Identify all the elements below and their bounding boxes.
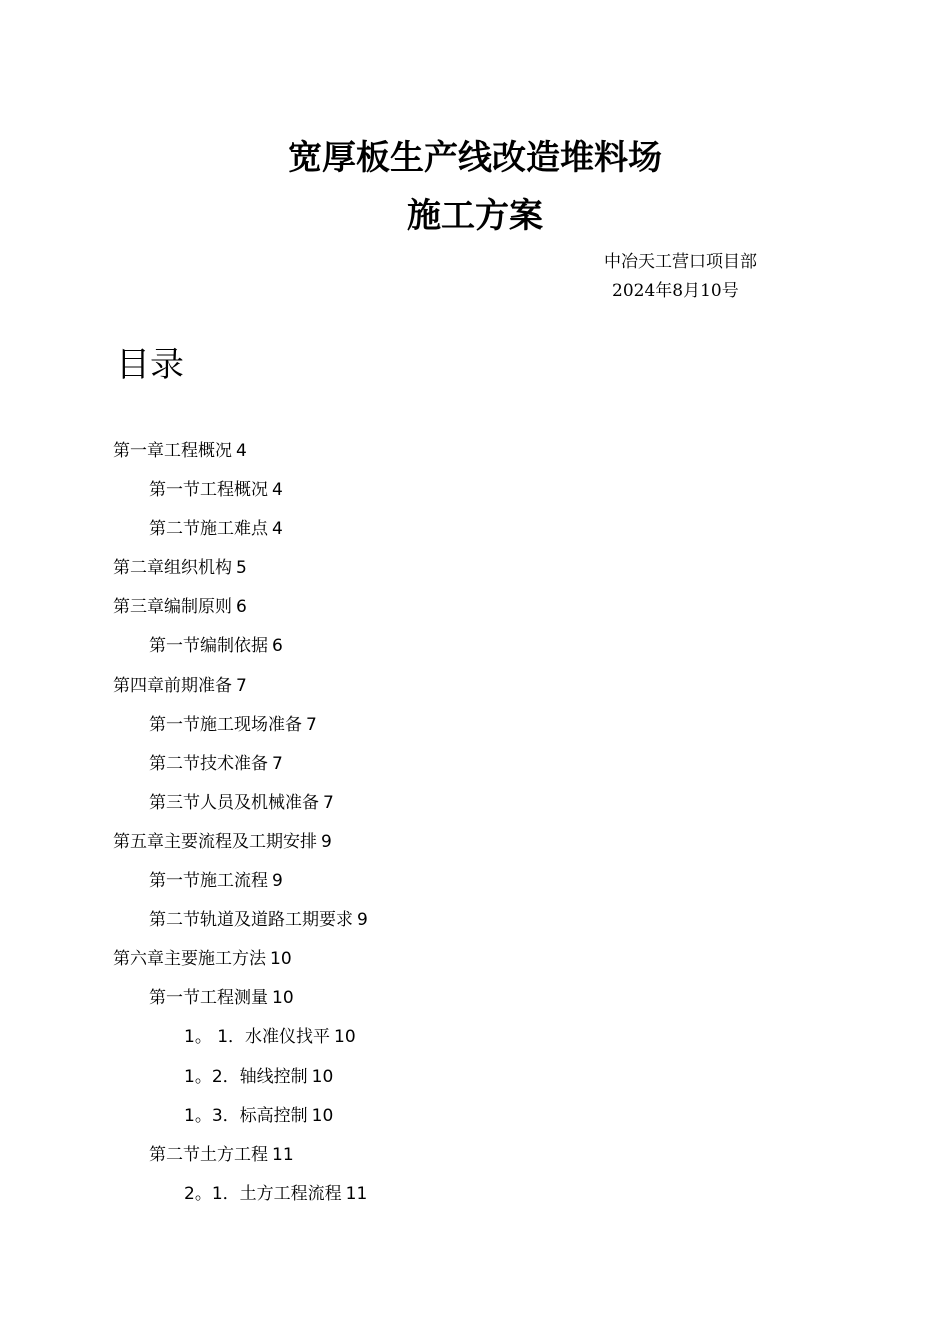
toc-entry-page-number: 4	[272, 480, 283, 501]
toc-entry-title: 1。3．标高控制	[184, 1105, 308, 1126]
toc-entry-page-number: 7	[306, 714, 317, 735]
toc-heading: 目录	[116, 345, 184, 385]
toc-entry-title: 第一节工程测量	[149, 988, 268, 1009]
toc-entry[interactable]	[0, 1144, 950, 1183]
table-of-contents	[0, 440, 950, 1222]
toc-entry-page-number: 5	[236, 558, 247, 579]
toc-entry-page-number: 9	[272, 871, 283, 892]
toc-entry-page-number: 7	[323, 792, 334, 813]
toc-entry-title: 第二节施工难点	[149, 519, 268, 540]
toc-entry[interactable]	[0, 753, 950, 792]
author-organization: 中冶天工营口项目部	[604, 252, 757, 272]
toc-entry[interactable]	[0, 675, 950, 714]
toc-entry[interactable]	[0, 948, 950, 987]
toc-entry[interactable]	[0, 596, 950, 635]
toc-entry-page-number: 4	[236, 441, 247, 461]
toc-entry[interactable]	[0, 714, 950, 753]
toc-entry-page-number: 11	[272, 1144, 294, 1165]
toc-entry[interactable]	[0, 987, 950, 1026]
toc-entry-page-number: 10	[311, 1066, 334, 1087]
toc-entry[interactable]	[0, 479, 950, 518]
toc-entry[interactable]	[0, 1183, 950, 1222]
toc-entry-page-number: 10	[270, 949, 292, 970]
toc-entry-title: 第六章主要施工方法	[113, 949, 266, 970]
toc-entry-page-number: 6	[236, 597, 247, 618]
document-date: 2024年8月10号	[612, 281, 739, 301]
toc-entry[interactable]	[0, 1066, 950, 1105]
toc-entry[interactable]	[0, 1026, 950, 1065]
toc-entry-page-number: 9	[357, 910, 368, 931]
toc-entry[interactable]	[0, 440, 950, 479]
toc-entry-page-number: 10	[334, 1027, 356, 1048]
toc-entry-page-number: 10	[272, 988, 294, 1009]
toc-entry-title: 第四章前期准备	[113, 675, 232, 696]
toc-entry-title: 第一节施工流程	[149, 871, 268, 892]
toc-entry-title: 第一节工程概况	[149, 480, 268, 501]
toc-entry[interactable]	[0, 870, 950, 909]
toc-entry-title: 2。1．土方工程流程	[184, 1183, 342, 1204]
toc-entry-page-number: 10	[311, 1105, 334, 1126]
document-title-line2: 施工方案	[407, 196, 543, 236]
toc-entry[interactable]	[0, 518, 950, 557]
toc-entry[interactable]	[0, 635, 950, 674]
toc-entry-page-number: 4	[272, 519, 283, 540]
toc-entry[interactable]	[0, 831, 950, 870]
toc-entry[interactable]	[0, 557, 950, 596]
toc-entry-title: 第二节技术准备	[149, 753, 268, 774]
toc-entry-page-number: 9	[321, 831, 332, 852]
toc-entry-title: 第一节施工现场准备	[149, 714, 302, 735]
toc-entry-title: 第一章工程概况	[113, 441, 232, 461]
toc-entry[interactable]	[0, 1105, 950, 1144]
toc-entry-title: 1。2．轴线控制	[184, 1066, 308, 1087]
toc-entry-page-number: 7	[272, 753, 283, 774]
toc-entry-page-number: 7	[236, 675, 247, 696]
toc-entry-page-number: 11	[345, 1183, 368, 1204]
toc-entry-title: 第二节土方工程	[149, 1144, 268, 1165]
toc-entry[interactable]	[0, 792, 950, 831]
toc-entry-title: 第二节轨道及道路工期要求	[149, 910, 353, 931]
document-title-line1: 宽厚板生产线改造堆料场	[288, 138, 662, 178]
toc-entry-title: 1。 1．水准仪找平	[184, 1027, 331, 1048]
toc-entry-title: 第五章主要流程及工期安排	[113, 831, 317, 852]
toc-entry-title: 第一节编制依据	[149, 636, 268, 657]
toc-entry-title: 第三章编制原则	[113, 597, 232, 618]
toc-entry[interactable]	[0, 909, 950, 948]
toc-entry-title: 第三节人员及机械准备	[149, 792, 319, 813]
toc-entry-page-number: 6	[272, 636, 283, 657]
toc-entry-title: 第二章组织机构	[113, 558, 232, 579]
